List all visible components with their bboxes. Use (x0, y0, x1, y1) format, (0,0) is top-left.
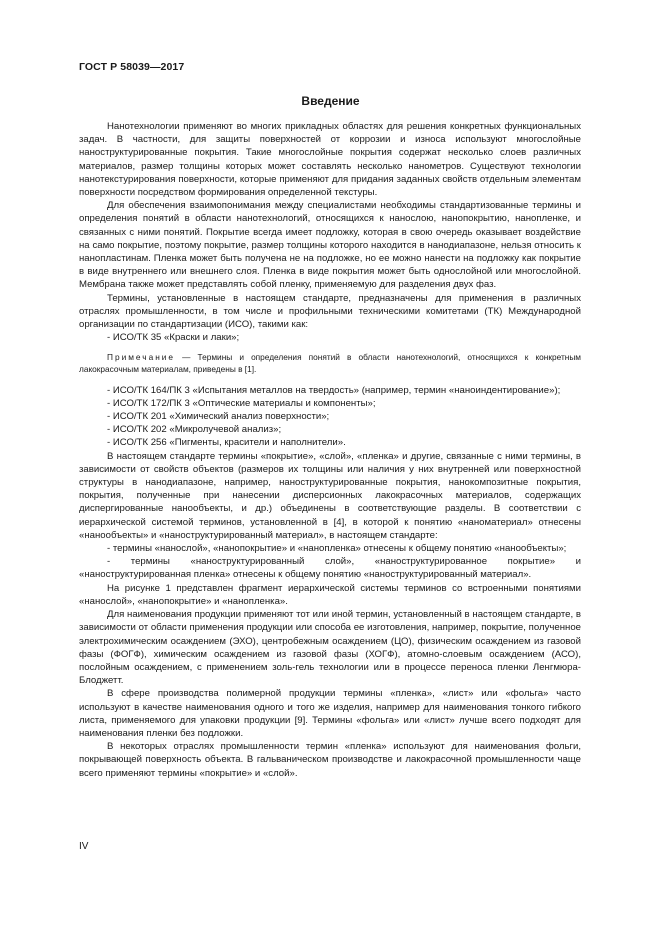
document-body (79, 120, 581, 780)
paragraph: В сфере производства полимерной продукции термины «пленка», «лист» или «фольга» часто используют в качестве наименования одного и того же изделия, например для наименования тонкого гибкого листа, применяемого для упаковки продукции [9]. Термины «фольга» или «лист» лучше всего подходят для наименования пленки без подложки. (79, 688, 581, 739)
paragraph: Для обеспечения взаимопонимания между специалистами необходимы стандартизованные термины и определения понятий в области нанотехнологий, относящихся к нанослою, нанопокрытию, нанопленке, и связанных с ними понятий. Покрытие всегда имеет подложку, которая в свою очередь оказывает воздействие на само покрытие, поэтому покрытие, размер толщины которого находится в нанодиапазоне, нельзя относить к нанопластинам. Пленка может быть получена не на подложке, но ее можно нанести на подложку как покрытие в виде внутреннего или внешнего слоя. Пленка в виде покрытия может быть однослойной или многослойной. Мембрана также может представлять собой пленку, применяемую для разделения двух фаз. (79, 200, 581, 291)
paragraph: На рисунке 1 представлен фрагмент иерархической системы терминов со встроенными понятиями «нанослой», «нанопокрытие» и «нанопленка». (79, 582, 581, 607)
note-text: — Термины и определения понятий в области нанотехнологий, относящихся к конкретным лакокрасочным материалам, приведены в [1]. (79, 352, 581, 375)
list-item: - ИСО/ТК 172/ПК 3 «Оптические материалы и компоненты»; (107, 397, 376, 409)
paragraph: В некоторых отраслях промышленности термин «пленка» используют для наименования фольги, покрывающей поверхность объекта. В гальваническом производстве и лакокрасочной промышленности чаще всего применяют термины «покрытие» и «слой». (79, 741, 581, 779)
paragraph: Для наименования продукции применяют тот или иной термин, установленный в настоящем стандарте, в зависимости от области применения продукции или способа ее изготовления, например, покрытие, полученное электрохимическим осаждением (ЭХО), центробежным осаждением (ЦО), физическим осаждением из газовой фазы (ФОГФ), химическим осаждением из газовой фазы (ХОГФ), атомно-слоевым осаждением (АСО), послойным осаждением, с применением золь-гель технологии или в процессе переноса пленки Ленгмюра-Блоджетт. (79, 609, 581, 687)
list-item: - ИСО/ТК 201 «Химический анализ поверхности»; (107, 411, 330, 423)
list-item: - ИСО/ТК 202 «Микролучевой анализ»; (107, 424, 282, 436)
list-item: - термины «нанослой», «нанопокрытие» и «нанопленка» отнесены к общему понятию «нанообъекты»; (107, 543, 567, 555)
page-number: IV (79, 841, 89, 852)
standard-header: ГОСТ Р 58039—2017 (79, 61, 185, 73)
list-item: - термины «наноструктурированный слой», «наноструктурированное покрытие» и «наноструктурированная пленка» отнесены к общему понятию «наноструктурированный материал». (79, 556, 581, 581)
paragraph: Термины, установленные в настоящем стандарте, предназначены для применения в различных отраслях промышленности, в том числе и профильными техническими комитетами (ТК) Международной организации по стандартизации (ИСО), такими как: (79, 292, 581, 331)
note-label: Примечание (107, 352, 176, 363)
list-item: - ИСО/ТК 256 «Пигменты, красители и наполнители». (107, 437, 346, 449)
note (79, 352, 581, 375)
list-item: - ИСО/ТК 35 «Краски и лаки»; (107, 332, 240, 344)
paragraph: В настоящем стандарте термины «покрытие», «слой», «пленка» и другие, связанные с ними термины, в зависимости от свойств объектов (размеров их толщины или наличия у них внутренней или поверхностной структуры в нанодиапазоне, например, наноструктурированные покрытия, нанокомпозитные покрытия, покрытия, полученные при нанесении дисперсионных лакокрасочных материалов, содержащих диспергированные нанообъекты, и др.) объединены в соответствующие разделы. В соответствии с иерархической системой терминов, установленной в [4], в которой к понятию «наноматериал» отнесены «нанообъекты» и «наноструктурированный материал», в настоящем стандарте: (79, 450, 581, 541)
list-item: - ИСО/ТК 164/ПК 3 «Испытания металлов на твердость» (например, термин «наноиндентирование»); (107, 384, 561, 396)
paragraph: Нанотехнологии применяют во многих прикладных областях для решения конкретных функциональных задач. В частности, для защиты поверхностей от коррозии и износа используют многослойные наноструктурированные покрытия. Такие многослойные покрытия содержат несколько слоев различных материалов, размер толщины которых может составлять несколько нанометров. Существуют технологии нанотекстурирования поверхности, которые применяют для придания заданных свойств отдельным элементам поверхности посредством формирования определенной текстуры. (79, 121, 581, 199)
section-title: Введение (301, 94, 360, 108)
